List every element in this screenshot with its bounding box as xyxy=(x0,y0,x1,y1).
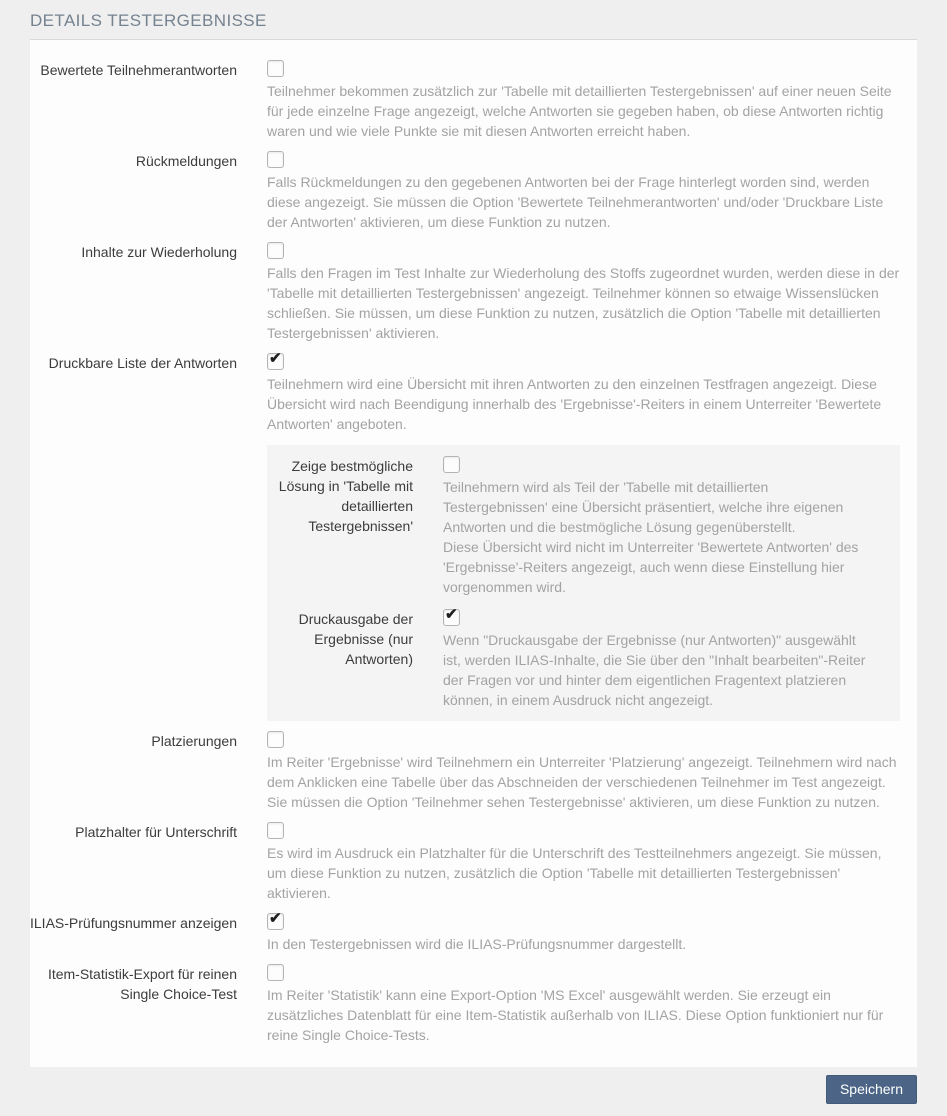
row-description: Im Reiter 'Statistik' kann eine Export-Option 'MS Excel' ausgewählt werden. Sie erzeugt ein zusätzliches Datenblatt für eine Item-Statistik außerhalb von ILIAS. Diese Option funktioniert nur für reine Single Choice-Tests. xyxy=(267,987,884,1043)
checkbox-unchecked[interactable] xyxy=(267,151,284,168)
form-row xyxy=(30,731,917,812)
checkbox-unchecked[interactable] xyxy=(267,731,284,748)
row-label: Item-Statistik-Export für reinen Single Choice-Test xyxy=(47,966,237,1002)
checkmark-icon: ✔ xyxy=(269,910,282,927)
row-label: Bewertete Teilnehmerantworten xyxy=(40,62,237,78)
row-description: Falls den Fragen im Test Inhalte zur Wiederholung des Stoffs zugeordnet wurden, werden diese in der 'Tabelle mit detaillierten Testergebnissen' angezeigt. Teilnehmer können so etwaige Wissenslücken schließen. Sie müssen, um diese Funktion zu nutzen, zusätzlich die Option 'Tabelle mit detaillierten Testergebnissen' aktivieren. xyxy=(267,265,900,341)
checkbox-checked[interactable] xyxy=(267,910,284,930)
row-description: Im Reiter 'Ergebnisse' wird Teilnehmern ein Unterreiter 'Platzierung' angezeigt. Teilnehmern wird nach dem Anklicken eine Tabelle über das Abschneiden der verschiedenen Teilnehmer im Test angezeigt. Sie müssen die Option 'Teilnehmer sehen Testergebnisse' aktivieren, um diese Funktion zu nutzen. xyxy=(267,754,897,810)
checkmark-icon: ✔ xyxy=(269,350,282,367)
row-description: Es wird im Ausdruck ein Platzhalter für die Unterschrift des Testteilnehmers angezeigt. Sie müssen, um diese Funktion zu nutzen, zusätzlich die Option 'Tabelle mit detaillierten Testergebnissen' aktivieren. xyxy=(267,845,882,901)
row-description: Teilnehmern wird als Teil der 'Tabelle mit detaillierten Testergebnissen' eine Übersicht präsentiert, welche ihre eigenen Antworten und die bestmögliche Lösung gegenüberstellt. xyxy=(443,479,844,535)
form-row xyxy=(30,910,917,954)
row-content xyxy=(267,964,917,1045)
checkbox-unchecked[interactable] xyxy=(443,456,460,473)
sub-options-panel xyxy=(267,445,900,721)
row-content xyxy=(443,456,875,597)
form-row xyxy=(30,60,917,141)
checkbox-unchecked[interactable] xyxy=(267,60,284,77)
row-content xyxy=(267,242,917,343)
sub-form-row xyxy=(267,606,875,710)
checkbox-unchecked[interactable] xyxy=(267,242,284,259)
row-content xyxy=(267,822,917,903)
row-description: In den Testergebnissen wird die ILIAS-Prüfungsnummer dargestellt. xyxy=(267,936,687,952)
row-content xyxy=(267,60,917,141)
checkbox-unchecked[interactable] xyxy=(267,964,284,981)
row-description: Teilnehmer bekommen zusätzlich zur 'Tabelle mit detaillierten Testergebnissen' auf einer neuen Seite für jede einzelne Frage angezeigt, welche Antworten sie gegeben haben, ob diese Antworten richtig waren und wie viele Punkte sie mit diesen Antworten erreicht haben. xyxy=(267,83,892,139)
row-label: Druckausgabe der Ergebnisse (nur Antworten) xyxy=(298,611,413,667)
row-description: Diese Übersicht wird nicht im Unterreiter 'Bewertete Antworten' des 'Ergebnisse'-Reiters angezeigt, auch wenn diese Einstellung hier vorgenommen wird. xyxy=(443,539,859,595)
checkbox-checked[interactable] xyxy=(443,606,460,626)
row-label: Platzhalter für Unterschrift xyxy=(75,824,237,840)
form-row xyxy=(30,350,917,721)
form-row xyxy=(30,964,917,1045)
row-label: Rückmeldungen xyxy=(135,153,237,169)
row-description: Falls Rückmeldungen zu den gegebenen Antworten bei der Frage hinterlegt worden sind, werden diese angezeigt. Sie müssen die Option 'Bewertete Teilnehmerantworten' und/oder 'Druckbare Liste der Antworten' aktivieren, um diese Funktion zu nutzen. xyxy=(267,174,884,230)
form-row xyxy=(30,822,917,903)
row-label: Druckbare Liste der Antworten xyxy=(48,355,237,371)
row-content xyxy=(443,606,875,710)
sub-form-row xyxy=(267,456,875,597)
form-footer xyxy=(30,1067,917,1116)
row-label: Inhalte zur Wiederholung xyxy=(81,244,237,260)
save-button[interactable]: Speichern xyxy=(826,1075,917,1104)
row-label: Platzierungen xyxy=(151,733,237,749)
checkbox-checked[interactable] xyxy=(267,350,284,370)
row-content xyxy=(267,350,917,721)
row-description: Teilnehmern wird eine Übersicht mit ihren Antworten zu den einzelnen Testfragen angezeigt. Diese Übersicht wird nach Beendigung innerhalb des 'Ergebnisse'-Reiters in einem Unterreiter 'Bewertete Antworten' angeboten. xyxy=(267,376,882,432)
checkmark-icon: ✔ xyxy=(445,606,458,623)
row-label: Zeige bestmögliche Lösung in 'Tabelle mit detaillierten Testergebnissen' xyxy=(278,458,413,534)
row-content xyxy=(267,731,917,812)
page-title: DETAILS TESTERGEBNISSE xyxy=(30,11,267,30)
section-header xyxy=(30,0,917,40)
row-content xyxy=(267,151,917,232)
row-label: ILIAS-Prüfungsnummer anzeigen xyxy=(30,915,237,931)
row-description: Wenn "Druckausgabe der Ergebnisse (nur Antworten)" ausgewählt ist, werden ILIAS-Inhalte, die Sie über den "Inhalt bearbeiten"-Reiter der Fragen vor und hinter dem eigentlichen Fragentext platzieren können, in einem Ausdruck nicht angezeigt. xyxy=(443,632,866,708)
form-row xyxy=(30,242,917,343)
row-content xyxy=(267,910,917,954)
form-row xyxy=(30,151,917,232)
test-results-form xyxy=(30,40,917,1067)
checkbox-unchecked[interactable] xyxy=(267,822,284,839)
